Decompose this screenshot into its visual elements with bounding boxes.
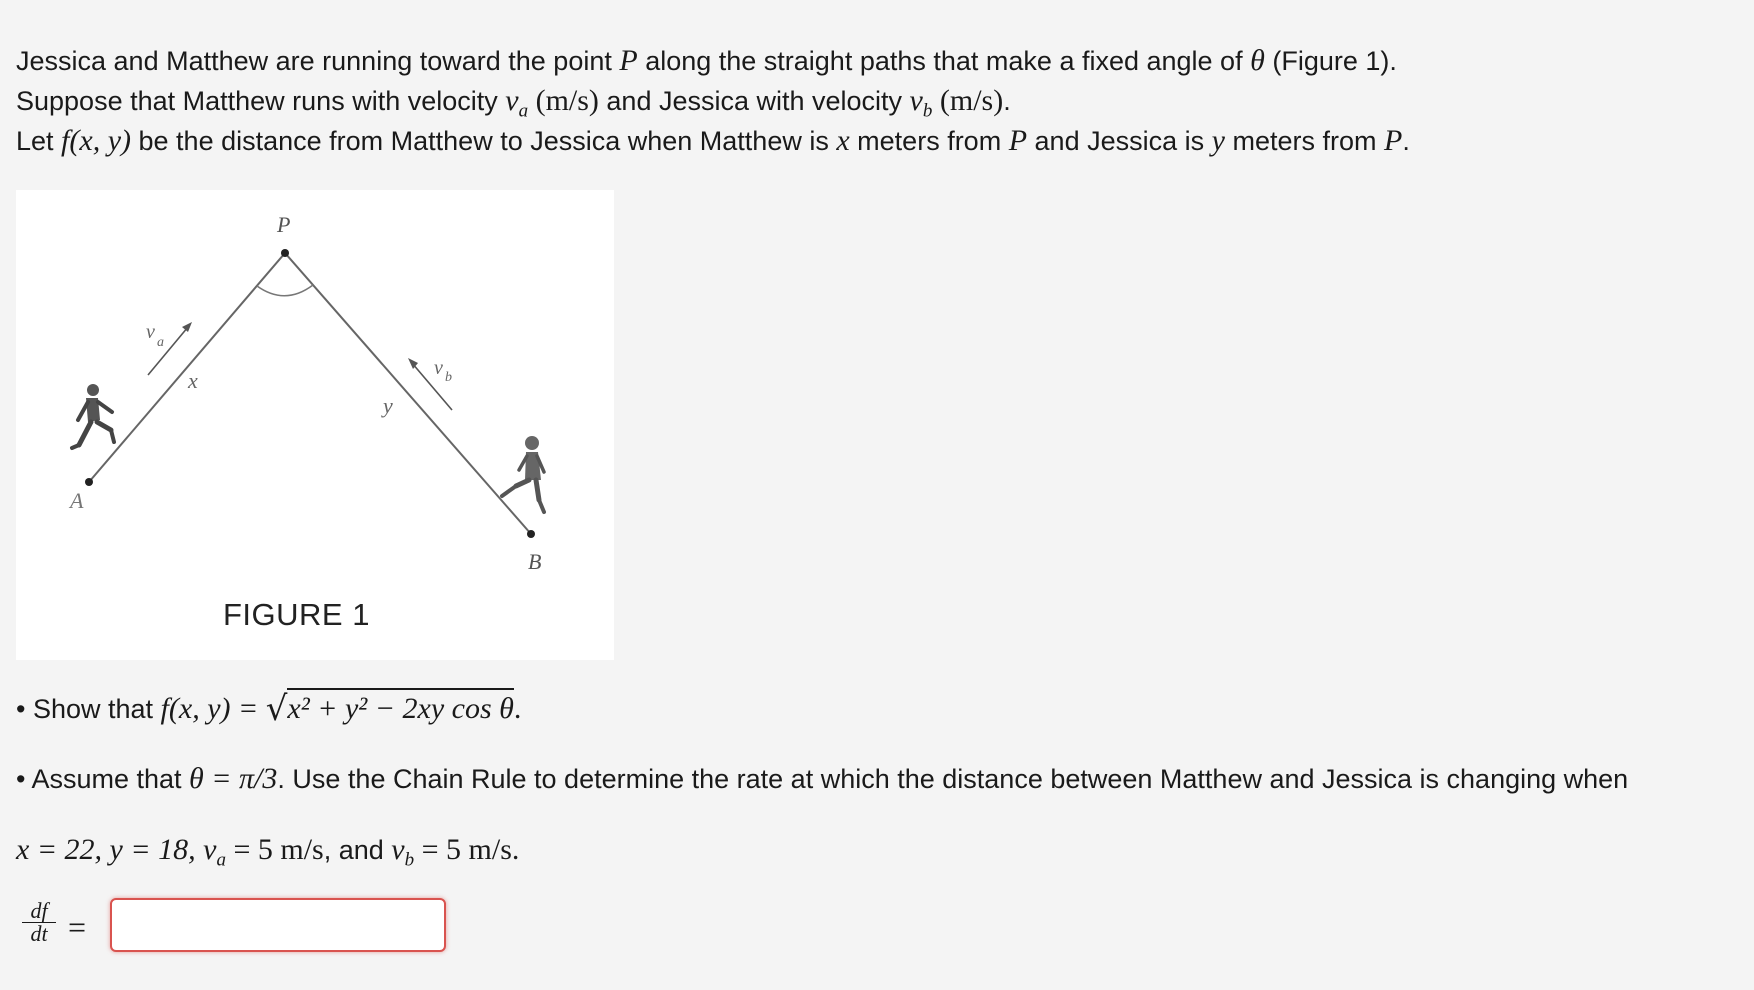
math-va-value: = 5 m/s <box>225 833 324 866</box>
frac-denominator: dt <box>30 921 48 946</box>
figure-1 <box>16 190 614 660</box>
frac-numerator: df <box>22 900 56 923</box>
label-vb: v <box>434 357 443 379</box>
math-f-eq: f(x, y) = <box>160 692 266 725</box>
intro-text: along the straight paths that make a fixed angle of <box>637 46 1251 76</box>
point-B <box>527 530 535 538</box>
runner-matthew-icon <box>72 384 114 448</box>
math-args: (x, y) <box>69 124 132 157</box>
math-x: x <box>836 124 850 157</box>
math-units: (m/s) <box>932 84 1004 117</box>
answer-equals: = <box>68 909 87 945</box>
point-A <box>85 478 93 486</box>
bullet-point: • <box>16 694 26 724</box>
math-units: (m/s) <box>528 84 599 117</box>
point-P <box>281 249 289 257</box>
math-vb: v <box>391 833 405 866</box>
bullet-text: Assume that <box>25 764 190 794</box>
intro-text: . <box>1402 126 1410 156</box>
runner-jessica-icon <box>502 436 544 512</box>
label-A: A <box>70 488 84 513</box>
path-A-to-P <box>89 253 285 482</box>
sqrt-expression <box>265 689 514 729</box>
label-B: B <box>528 549 542 574</box>
math-va: v <box>203 833 217 866</box>
intro-line-2 <box>16 84 1011 122</box>
math-P: P <box>1383 124 1403 157</box>
math-vb-value: = 5 m/s. <box>414 833 520 866</box>
label-va: v <box>146 321 155 343</box>
intro-text: be the distance from Matthew to Jessica when Matthew is <box>131 126 837 156</box>
figure-caption: FIGURE 1 <box>223 597 370 632</box>
math-y: y <box>1211 124 1225 157</box>
math-end: . <box>513 692 522 725</box>
intro-text: Let <box>16 126 62 156</box>
va-arrowhead <box>182 322 192 332</box>
bullet-assume <box>16 762 1628 796</box>
math-xy-values: x = 22, y = 18, <box>16 833 204 866</box>
derivative-df-dt <box>22 900 56 945</box>
bullet-show-that <box>16 689 522 729</box>
math-sub-a: a <box>518 100 529 122</box>
intro-line-3 <box>16 124 1410 158</box>
math-va: v <box>505 84 519 117</box>
radical-sign: √ <box>265 689 288 729</box>
intro-text: and Jessica with velocity <box>598 86 910 116</box>
label-va-sub: a <box>157 335 164 350</box>
bullet-text: . Use the Chain Rule to determine the rate at which the distance between Matthew and Jessica is changing when <box>277 764 1629 794</box>
intro-line-1 <box>16 44 1397 78</box>
math-f: f <box>61 124 70 157</box>
intro-text: Suppose that Matthew runs with velocity <box>16 86 506 116</box>
conditions-line <box>16 833 520 871</box>
label-x: x <box>188 368 198 393</box>
math-sub-a: a <box>216 849 226 871</box>
angle-arc <box>257 285 313 296</box>
bullet-point: • <box>16 764 26 794</box>
math-P: P <box>619 44 638 77</box>
label-y: y <box>383 393 393 418</box>
intro-text: (Figure 1). <box>1264 46 1397 76</box>
intro-text: meters from <box>1224 126 1384 156</box>
conditions-text: , and <box>323 835 392 865</box>
radicand: x² + y² − 2xy cos θ <box>287 688 513 725</box>
answer-input[interactable] <box>110 898 446 952</box>
math-vb: v <box>909 84 923 117</box>
intro-text: meters from <box>849 126 1009 156</box>
label-vb-sub: b <box>445 370 452 385</box>
figure-diagram <box>16 190 614 660</box>
math-theta: θ <box>1250 44 1265 77</box>
intro-text: Jessica and Matthew are running toward the point <box>16 46 620 76</box>
intro-text: and Jessica is <box>1027 126 1212 156</box>
math-sub-b: b <box>922 100 933 122</box>
math-theta-eq: θ = π/3 <box>189 762 278 795</box>
math-P: P <box>1008 124 1028 157</box>
path-P-to-B <box>285 253 531 534</box>
label-P: P <box>277 212 291 237</box>
math-sub-b: b <box>404 849 415 871</box>
bullet-text: Show that <box>25 694 161 724</box>
intro-text: . <box>1003 86 1011 116</box>
